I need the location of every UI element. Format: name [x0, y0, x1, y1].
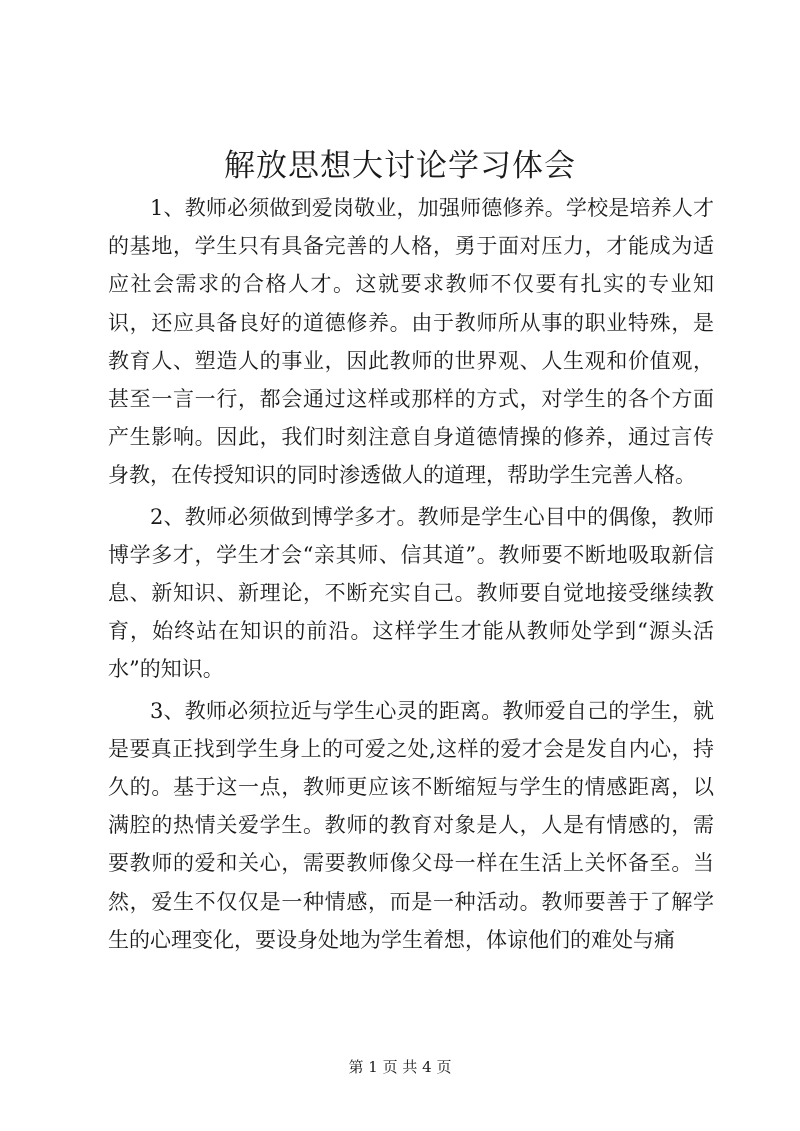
document-title: 解放思想大讨论学习体会: [224, 148, 576, 184]
paragraph-3: 3、教师必须拉近与学生心灵的距离。教师爱自己的学生，就是要真正找到学生身上的可爱之处,这样的爱才会是发自内心，持久的。基于这一点，教师更应该不断缩短与学生的情感距离，以满腔的热情关爱学生。教师的教育对象是人，人是有情感的，需要教师的爱和关心，需要教师像父母一样在生活上关怀备至。当然，爱生不仅仅是一种情感，而是一种活动。教师要善于了解学生的心理变化，要设身处地为学生着想，体谅他们的难处与痛: [108, 698, 714, 952]
document-body: [108, 189, 714, 959]
paragraph-1: 1、教师必须做到爱岗敬业，加强师德修养。学校是培养人才的基地，学生只有具备完善的人格，勇于面对压力，才能成为适应社会需求的合格人才。这就要求教师不仅要有扎实的专业知识，还应具备良好的道德修养。由于教师所从事的职业特殊，是教育人、塑造人的事业，因此教师的世界观、人生观和价值观，甚至一言一行，都会通过这样或那样的方式，对学生的各个方面产生影响。因此，我们时刻注意自身道德情操的修养，通过言传身教，在传授知识的同时渗透做人的道理，帮助学生完善人格。: [108, 196, 714, 488]
paragraph-2: 2、教师必须做到博学多才。教师是学生心目中的偶像，教师博学多才，学生才会“亲其师、信其道”。教师要不断地吸取新信息、新知识、新理论，不断充实自己。教师要自觉地接受继续教育，始终站在知识的前沿。这样学生才能从教师处学到“源头活水”的知识。: [108, 504, 714, 682]
page-footer: 第 1 页 共 4 页: [348, 1058, 452, 1076]
